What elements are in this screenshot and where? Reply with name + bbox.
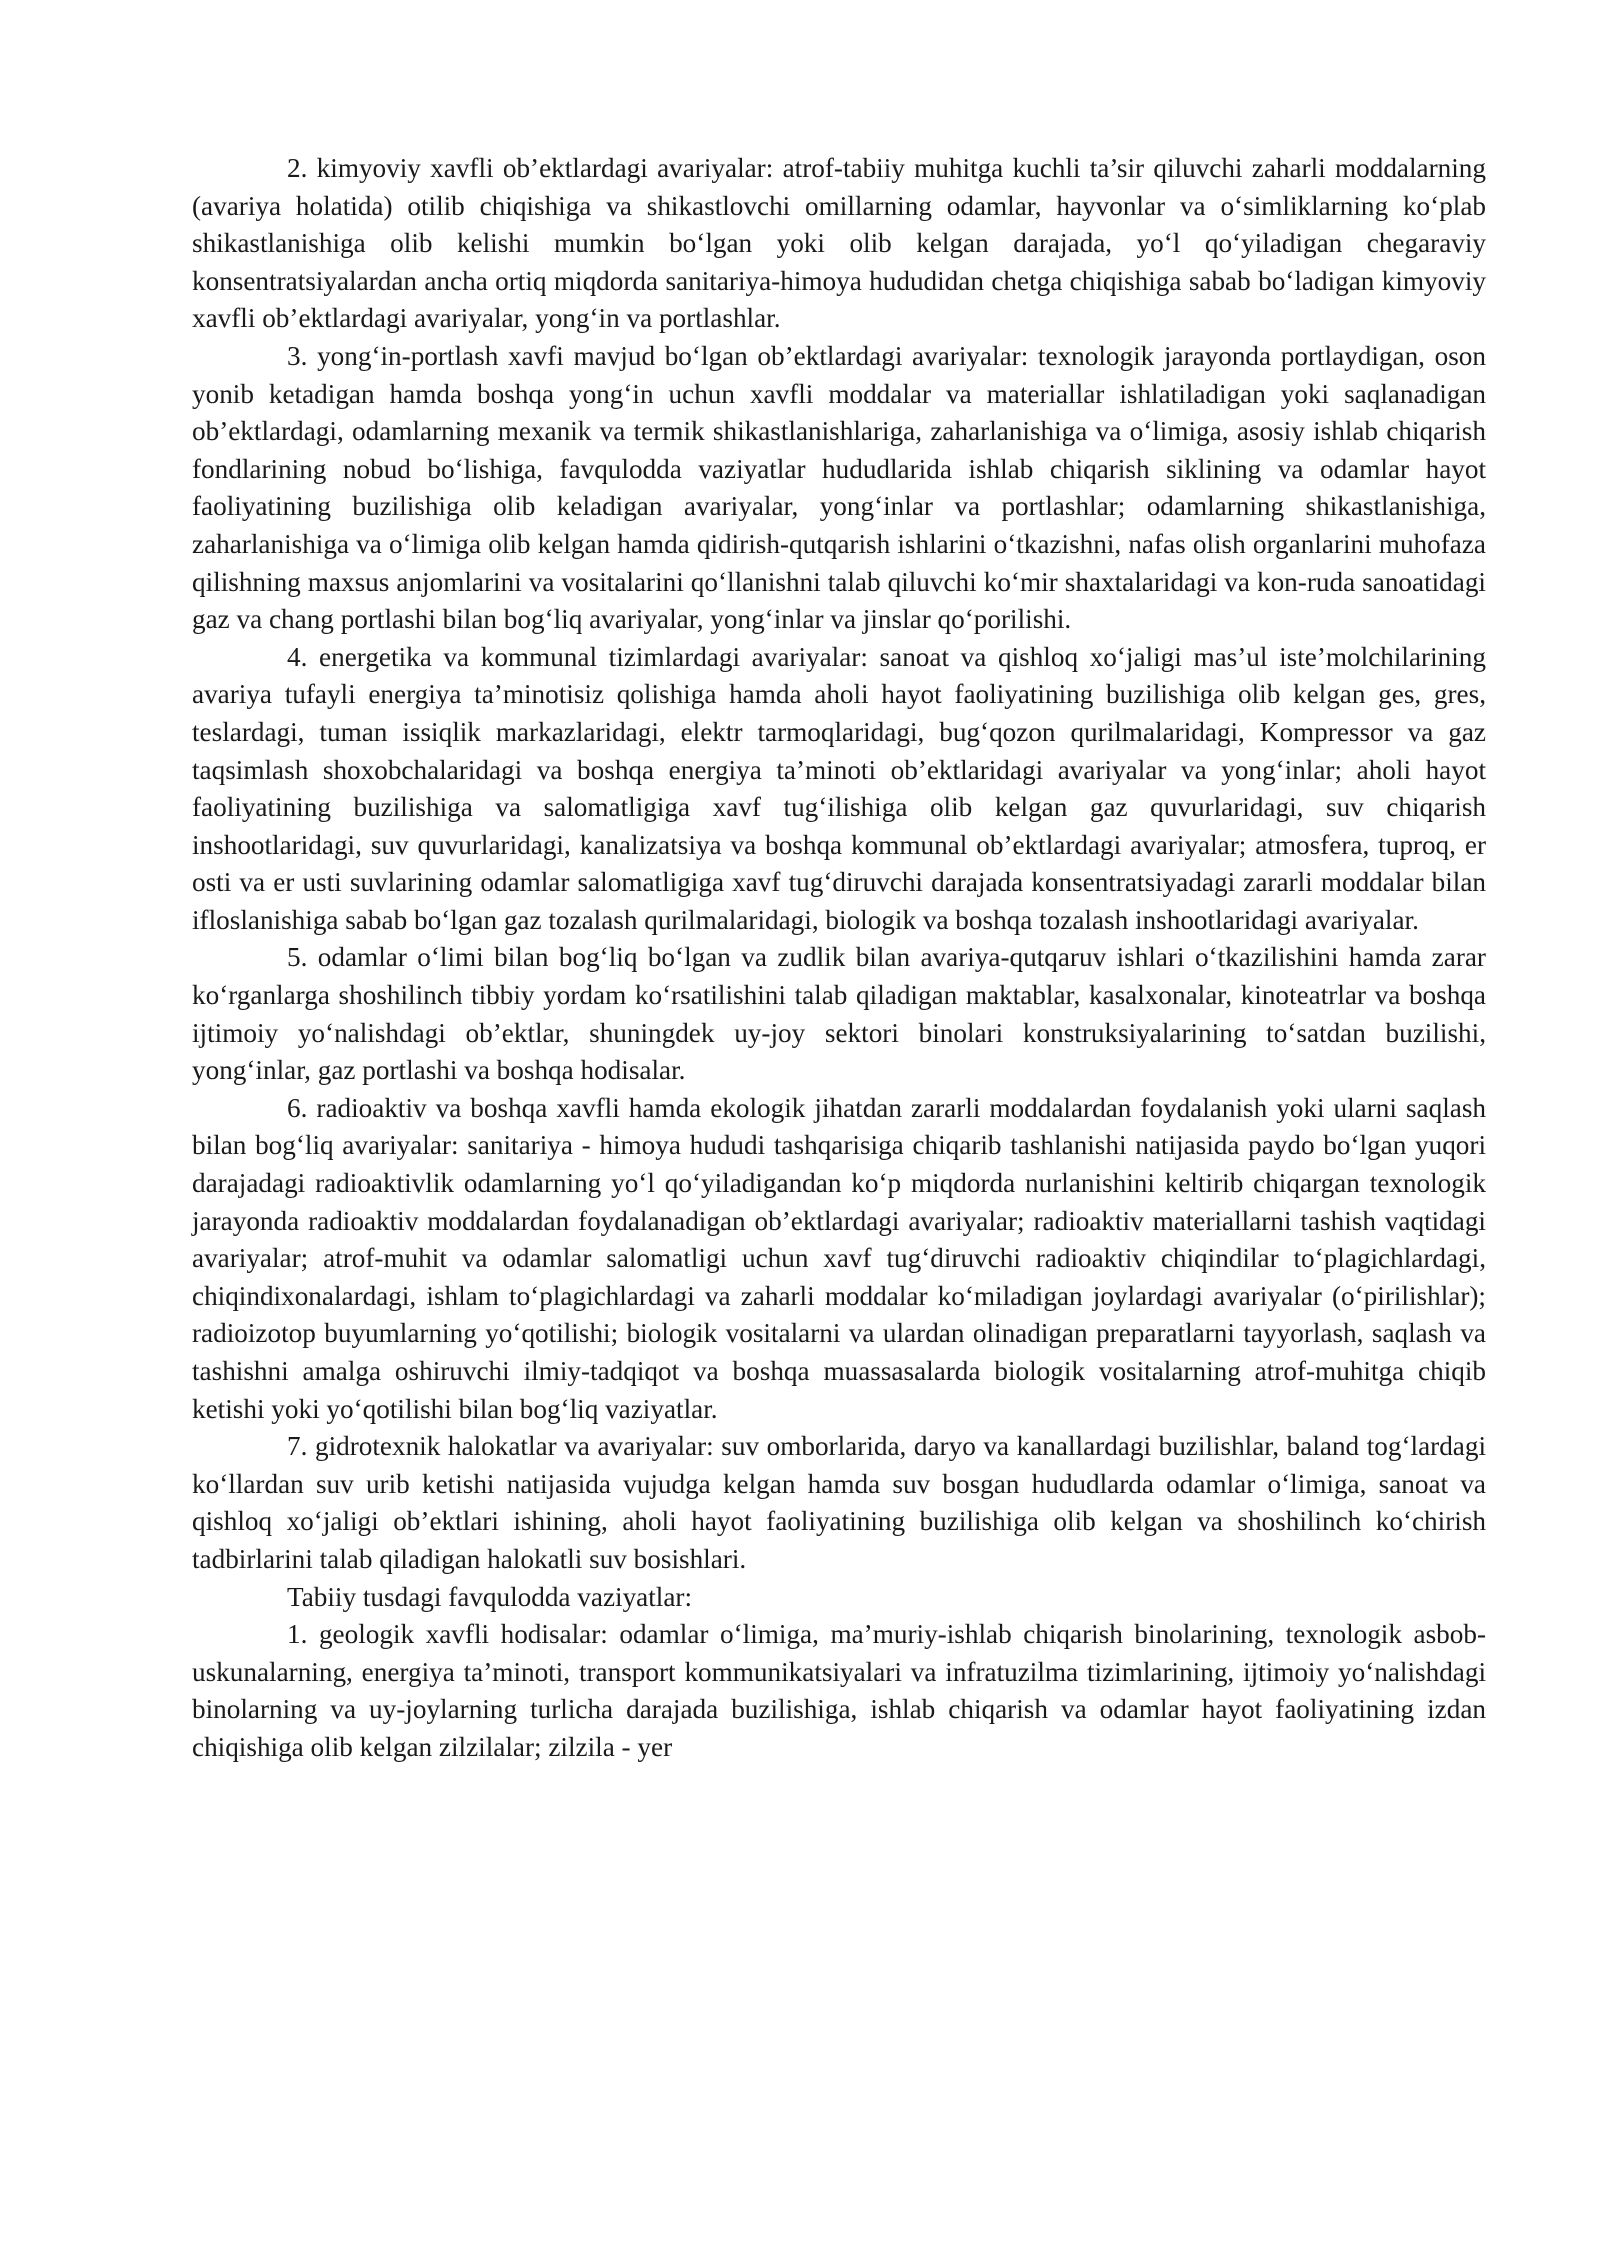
paragraph-energy-utilities: 4. energetika va kommunal tizimlardagi avariyalar: sanoat va qishloq xo‘jaligi mas’ul iste’molchilarining avariya tufayli energiya ta’minotisiz qolishiga hamda aholi hayot faoliyatining buzilishiga olib kelgan ges, gres, teslardagi, tuman issiqlik markazlaridagi, elektr tarmoqlaridagi, bug‘qozon qurilmalaridagi, Kompressor va gaz taqsimlash shoxobchalaridagi va boshqa energiya ta’minoti ob’ektlaridagi avariyalar va yong‘inlar; aholi hayot faoliyatining buzilishiga va salomatligiga xavf tug‘ilishiga olib kelgan gaz quvurlaridagi, suv chiqarish inshootlaridagi, suv quvurlaridagi, kanalizatsiya va boshqa kommunal ob’ektlardagi avariyalar; atmosfera, tuproq, er osti va er usti suvlarining odamlar salomatligiga xavf tug‘diruvchi darajada konsentratsiyadagi zararli moddalar bilan ifloslanishiga sabab bo‘lgan gaz tozalash qurilmalaridagi, biologik va boshqa tozalash inshootlaridagi avariyalar. (192, 641, 1486, 935)
paragraph-radioactive: 6. radioaktiv va boshqa xavfli hamda ekologik jihatdan zararli moddalardan foydalanish yoki ularni saqlash bilan bog‘liq avariyalar: sanitariya - himoya hududi tashqarisiga chiqarib tashlanishi natijasida paydo bo‘lgan yuqori darajadagi radioaktivlik odamlarning yo‘l qo‘yiladigandan ko‘p miqdorda nurlanishini keltirib chiqargan texnologik jarayonda radioaktiv moddalardan foydalanadigan ob’ektlardagi avariyalar; radioaktiv materiallarni tashish vaqtidagi avariyalar; atrof-muhit va odamlar salomatligi uchun xavf tug‘diruvchi radioaktiv chiqindilar to‘plagichlardagi, chiqindixonalardagi, ishlam to‘plagichlardagi va zaharli moddalar ko‘miladigan joylardagi avariyalar (o‘pirilishlar); radioizotop buyumlarning yo‘qotilishi; biologik vositalarni va ulardan olinadigan preparatlarni tayyorlash, saqlash va tashishni amalga oshiruvchi ilmiy-tadqiqot va boshqa muassasalarda biologik vositalarning atrof-muhitga chiqib ketishi yoki yo‘qotilishi bilan bog‘liq vaziyatlar. (192, 1092, 1486, 1424)
paragraph-natural-heading: Tabiiy tusdagi favqulodda vaziyatlar: (287, 1581, 693, 1612)
paragraph-fire-explosion: 3. yong‘in-portlash xavfi mavjud bo‘lgan ob’ektlardagi avariyalar: texnologik jarayonda portlaydigan, oson yonib ketadigan hamda boshqa yong‘in uchun xavfli moddalar va materiallar ishlatiladigan yoki saqlanadigan ob’ektlardagi, odamlarning mexanik va termik shikastlanishlariga, zaharlanishiga va o‘limiga, asosiy ishlab chiqarish fondlarining nobud bo‘lishiga, favqulodda vaziyatlar hududlarida ishlab chiqarish siklining va odamlar hayot faoliyatining buzilishiga olib keladigan avariyalar, yong‘inlar va portlashlar; odamlarning shikastlanishiga, zaharlanishiga va o‘limiga olib kelgan hamda qidirish-qutqarish ishlarini o‘tkazishni, nafas olish organlarini muhofaza qilishning maxsus anjomlarini va vositalarini qo‘llanishni talab qiluvchi ko‘mir shaxtalaridagi va kon-ruda sanoatidagi gaz va chang portlashi bilan bog‘liq avariyalar, yong‘inlar va jinslar qo‘porilishi. (192, 340, 1486, 635)
document-body (192, 150, 1486, 1767)
paragraph-building-collapse: 5. odamlar o‘limi bilan bog‘liq bo‘lgan va zudlik bilan avariya-qutqaruv ishlari o‘tkazilishini hamda zarar ko‘rganlarga shoshilinch tibbiy yordam ko‘rsatilishini talab qiladigan maktablar, kasalxonalar, kinoteatrlar va boshqa ijtimoiy yo‘nalishdagi ob’ektlar, shuningdek uy-joy sektori binolari konstruksiyalarining to‘satdan buzilishi, yong‘inlar, gaz portlashi va boshqa hodisalar. (192, 942, 1486, 1086)
paragraph-geological: 1. geologik xavfli hodisalar: odamlar o‘limiga, ma’muriy-ishlab chiqarish binolarining, texnologik asbob-uskunalarning, energiya ta’minoti, transport kommunikatsiyalari va infratuzilma tizimlarining, ijtimoiy yo‘nalishdagi binolarning va uy-joylarning turlicha darajada buzilishiga, ishlab chiqarish va odamlar hayot faoliyatining izdan chiqishiga olib kelgan zilzilalar; zilzila - yer (192, 1619, 1486, 1762)
paragraph-chemical-hazard: 2. kimyoviy xavfli ob’ektlardagi avariyalar: atrof-tabiiy muhitga kuchli ta’sir qiluvchi zaharli moddalarning (avariya holatida) otilib chiqishiga va shikastlovchi omillarning odamlar, hayvonlar va o‘simliklarning ko‘plab shikastlanishiga olib kelishi mumkin bo‘lgan yoki olib kelgan darajada, yo‘l qo‘yiladigan chegaraviy konsentratsiyalardan ancha ortiq miqdorda sanitariya-himoya hududidan chetga chiqishiga sabab bo‘ladigan kimyoviy xavfli ob’ektlardagi avariyalar, yong‘in va portlashlar. (192, 153, 1486, 334)
paragraph-hydrotechnical: 7. gidrotexnik halokatlar va avariyalar: suv omborlarida, daryo va kanallardagi buzilishlar, baland tog‘lardagi ko‘llardan suv urib ketishi natijasida vujudga kelgan hamda suv bosgan hududlarda odamlar o‘limiga, sanoat va qishloq xo‘jaligi ob’ektlari ishining, aholi hayot faoliyatining buzilishiga olib kelgan va shoshilinch ko‘chirish tadbirlarini talab qiladigan halokatli suv bosishlari. (192, 1431, 1486, 1574)
